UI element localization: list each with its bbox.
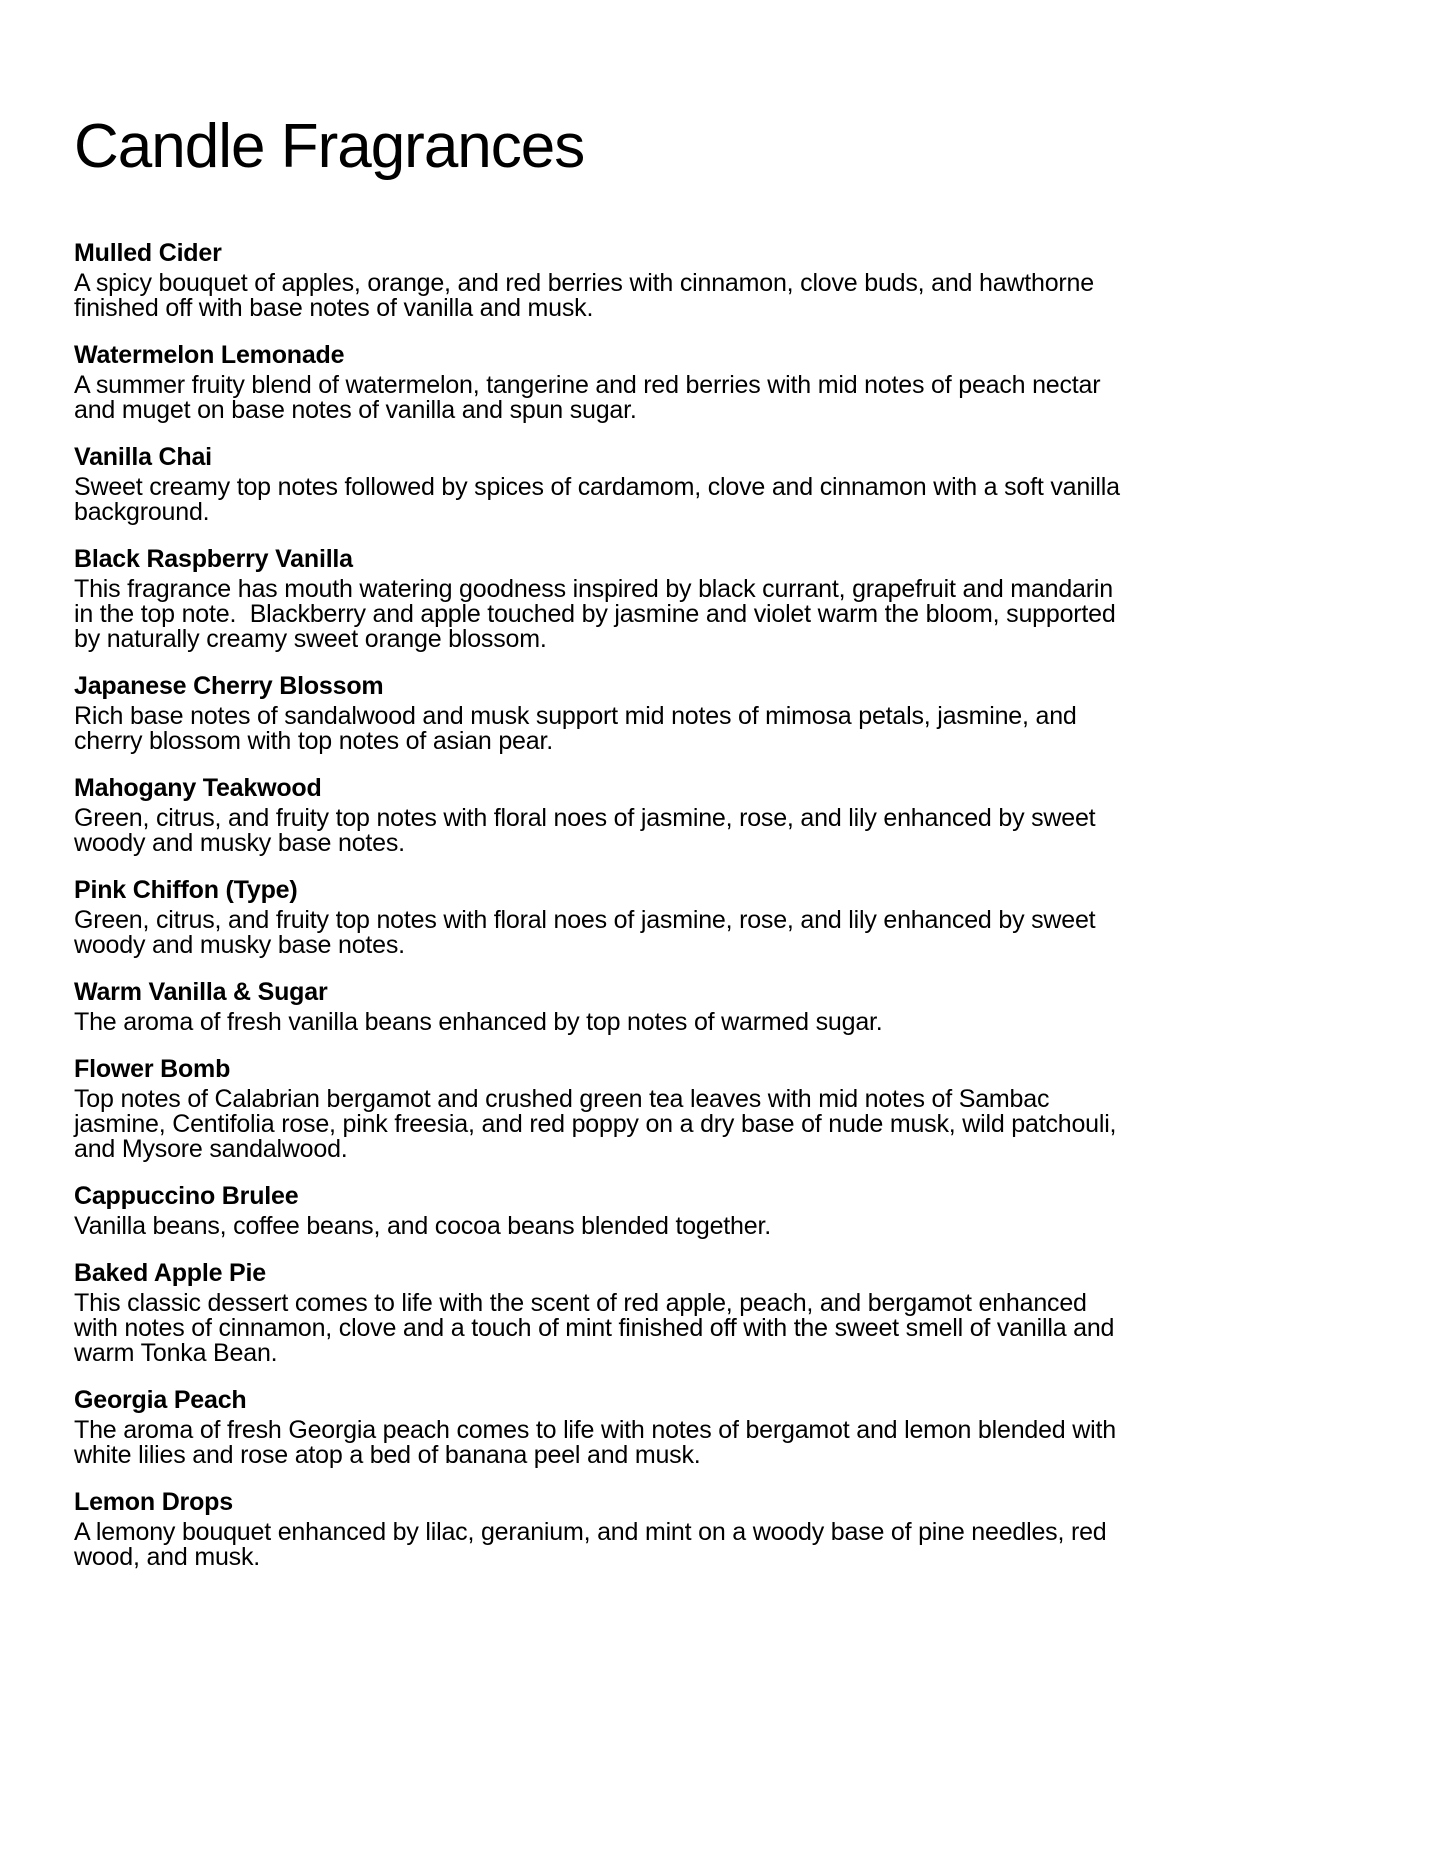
- fragrance-name: Vanilla Chai: [74, 443, 212, 471]
- fragrance-description: [74, 475, 1385, 525]
- fragrance-description-line: with notes of cinnamon, clove and a touch of mint finished off with the sweet smell of vanilla and: [74, 1314, 1115, 1342]
- fragrance-name: Warm Vanilla & Sugar: [74, 978, 328, 1006]
- page-title: Candle Fragrances: [74, 112, 585, 181]
- fragrance-name: Lemon Drops: [74, 1488, 233, 1516]
- fragrance-section: [74, 1490, 1385, 1570]
- fragrance-description-line: woody and musky base notes.: [74, 931, 405, 959]
- fragrance-description-line: and Mysore sandalwood.: [74, 1135, 348, 1163]
- fragrance-description-line: Sweet creamy top notes followed by spices of cardamom, clove and cinnamon with a soft vanilla: [74, 473, 1120, 501]
- fragrance-name: Baked Apple Pie: [74, 1259, 266, 1287]
- fragrance-description: [74, 908, 1385, 958]
- fragrance-description-line: A lemony bouquet enhanced by lilac, geranium, and mint on a woody base of pine needles, red: [74, 1518, 1107, 1546]
- fragrance-description-line: Green, citrus, and fruity top notes with floral noes of jasmine, rose, and lily enhanced by sweet: [74, 804, 1096, 832]
- fragrance-description-line: Rich base notes of sandalwood and musk support mid notes of mimosa petals, jasmine, and: [74, 702, 1077, 730]
- fragrance-description: [74, 373, 1385, 423]
- fragrance-section: [74, 343, 1385, 423]
- fragrance-description: [74, 1418, 1385, 1468]
- fragrance-name: Cappuccino Brulee: [74, 1182, 299, 1210]
- fragrance-name: Watermelon Lemonade: [74, 341, 345, 369]
- fragrance-description-line: Green, citrus, and fruity top notes with floral noes of jasmine, rose, and lily enhanced by sweet: [74, 906, 1096, 934]
- fragrance-name: Flower Bomb: [74, 1055, 231, 1083]
- fragrance-name: Mulled Cider: [74, 239, 222, 267]
- fragrance-section: [74, 241, 1385, 321]
- fragrance-list: [74, 241, 1385, 1570]
- fragrance-section: [74, 445, 1385, 525]
- fragrance-description-line: by naturally creamy sweet orange blossom.: [74, 625, 547, 653]
- fragrance-description-line: finished off with base notes of vanilla and musk.: [74, 294, 594, 322]
- fragrance-name: Mahogany Teakwood: [74, 774, 322, 802]
- fragrance-description-line: Top notes of Calabrian bergamot and crushed green tea leaves with mid notes of Sambac: [74, 1085, 1050, 1113]
- fragrance-section: [74, 1184, 1385, 1239]
- fragrance-description-line: The aroma of fresh Georgia peach comes to life with notes of bergamot and lemon blended with: [74, 1416, 1116, 1444]
- fragrance-name: Georgia Peach: [74, 1386, 247, 1414]
- fragrance-description-line: background.: [74, 498, 210, 526]
- fragrance-section: [74, 1388, 1385, 1468]
- fragrance-description-line: jasmine, Centifolia rose, pink freesia, and red poppy on a dry base of nude musk, wild patchouli,: [74, 1110, 1117, 1138]
- fragrance-description-line: woody and musky base notes.: [74, 829, 405, 857]
- fragrance-description-line: cherry blossom with top notes of asian pear.: [74, 727, 553, 755]
- fragrance-description: [74, 1010, 1385, 1035]
- fragrance-description-line: A summer fruity blend of watermelon, tangerine and red berries with mid notes of peach nectar: [74, 371, 1101, 399]
- fragrance-name: Black Raspberry Vanilla: [74, 545, 353, 573]
- fragrance-description: [74, 806, 1385, 856]
- fragrance-name: Japanese Cherry Blossom: [74, 672, 384, 700]
- fragrance-section: [74, 1057, 1385, 1162]
- fragrance-description-line: This classic dessert comes to life with the scent of red apple, peach, and bergamot enhanced: [74, 1289, 1087, 1317]
- fragrance-description: [74, 577, 1385, 652]
- fragrance-description: [74, 1520, 1385, 1570]
- fragrance-name: Pink Chiffon (Type): [74, 876, 298, 904]
- fragrance-section: [74, 878, 1385, 958]
- fragrance-description: [74, 1087, 1385, 1162]
- fragrance-description-line: This fragrance has mouth watering goodness inspired by black currant, grapefruit and mandarin: [74, 575, 1113, 603]
- fragrance-description: [74, 271, 1385, 321]
- fragrance-section: [74, 1261, 1385, 1366]
- fragrance-section: [74, 674, 1385, 754]
- fragrance-description-line: in the top note. Blackberry and apple touched by jasmine and violet warm the bloom, supported: [74, 600, 1116, 628]
- fragrance-description: [74, 1291, 1385, 1366]
- fragrance-description-line: The aroma of fresh vanilla beans enhanced by top notes of warmed sugar.: [74, 1008, 883, 1036]
- fragrance-section: [74, 776, 1385, 856]
- fragrance-description-line: warm Tonka Bean.: [74, 1339, 278, 1367]
- fragrance-description-line: Vanilla beans, coffee beans, and cocoa beans blended together.: [74, 1212, 771, 1240]
- fragrance-section: [74, 980, 1385, 1035]
- fragrance-description-line: wood, and musk.: [74, 1543, 260, 1571]
- fragrance-description-line: A spicy bouquet of apples, orange, and red berries with cinnamon, clove buds, and hawthorne: [74, 269, 1094, 297]
- fragrance-description: [74, 704, 1385, 754]
- fragrance-description: [74, 1214, 1385, 1239]
- fragrance-section: [74, 547, 1385, 652]
- fragrance-description-line: white lilies and rose atop a bed of banana peel and musk.: [74, 1441, 701, 1469]
- fragrance-description-line: and muget on base notes of vanilla and spun sugar.: [74, 396, 637, 424]
